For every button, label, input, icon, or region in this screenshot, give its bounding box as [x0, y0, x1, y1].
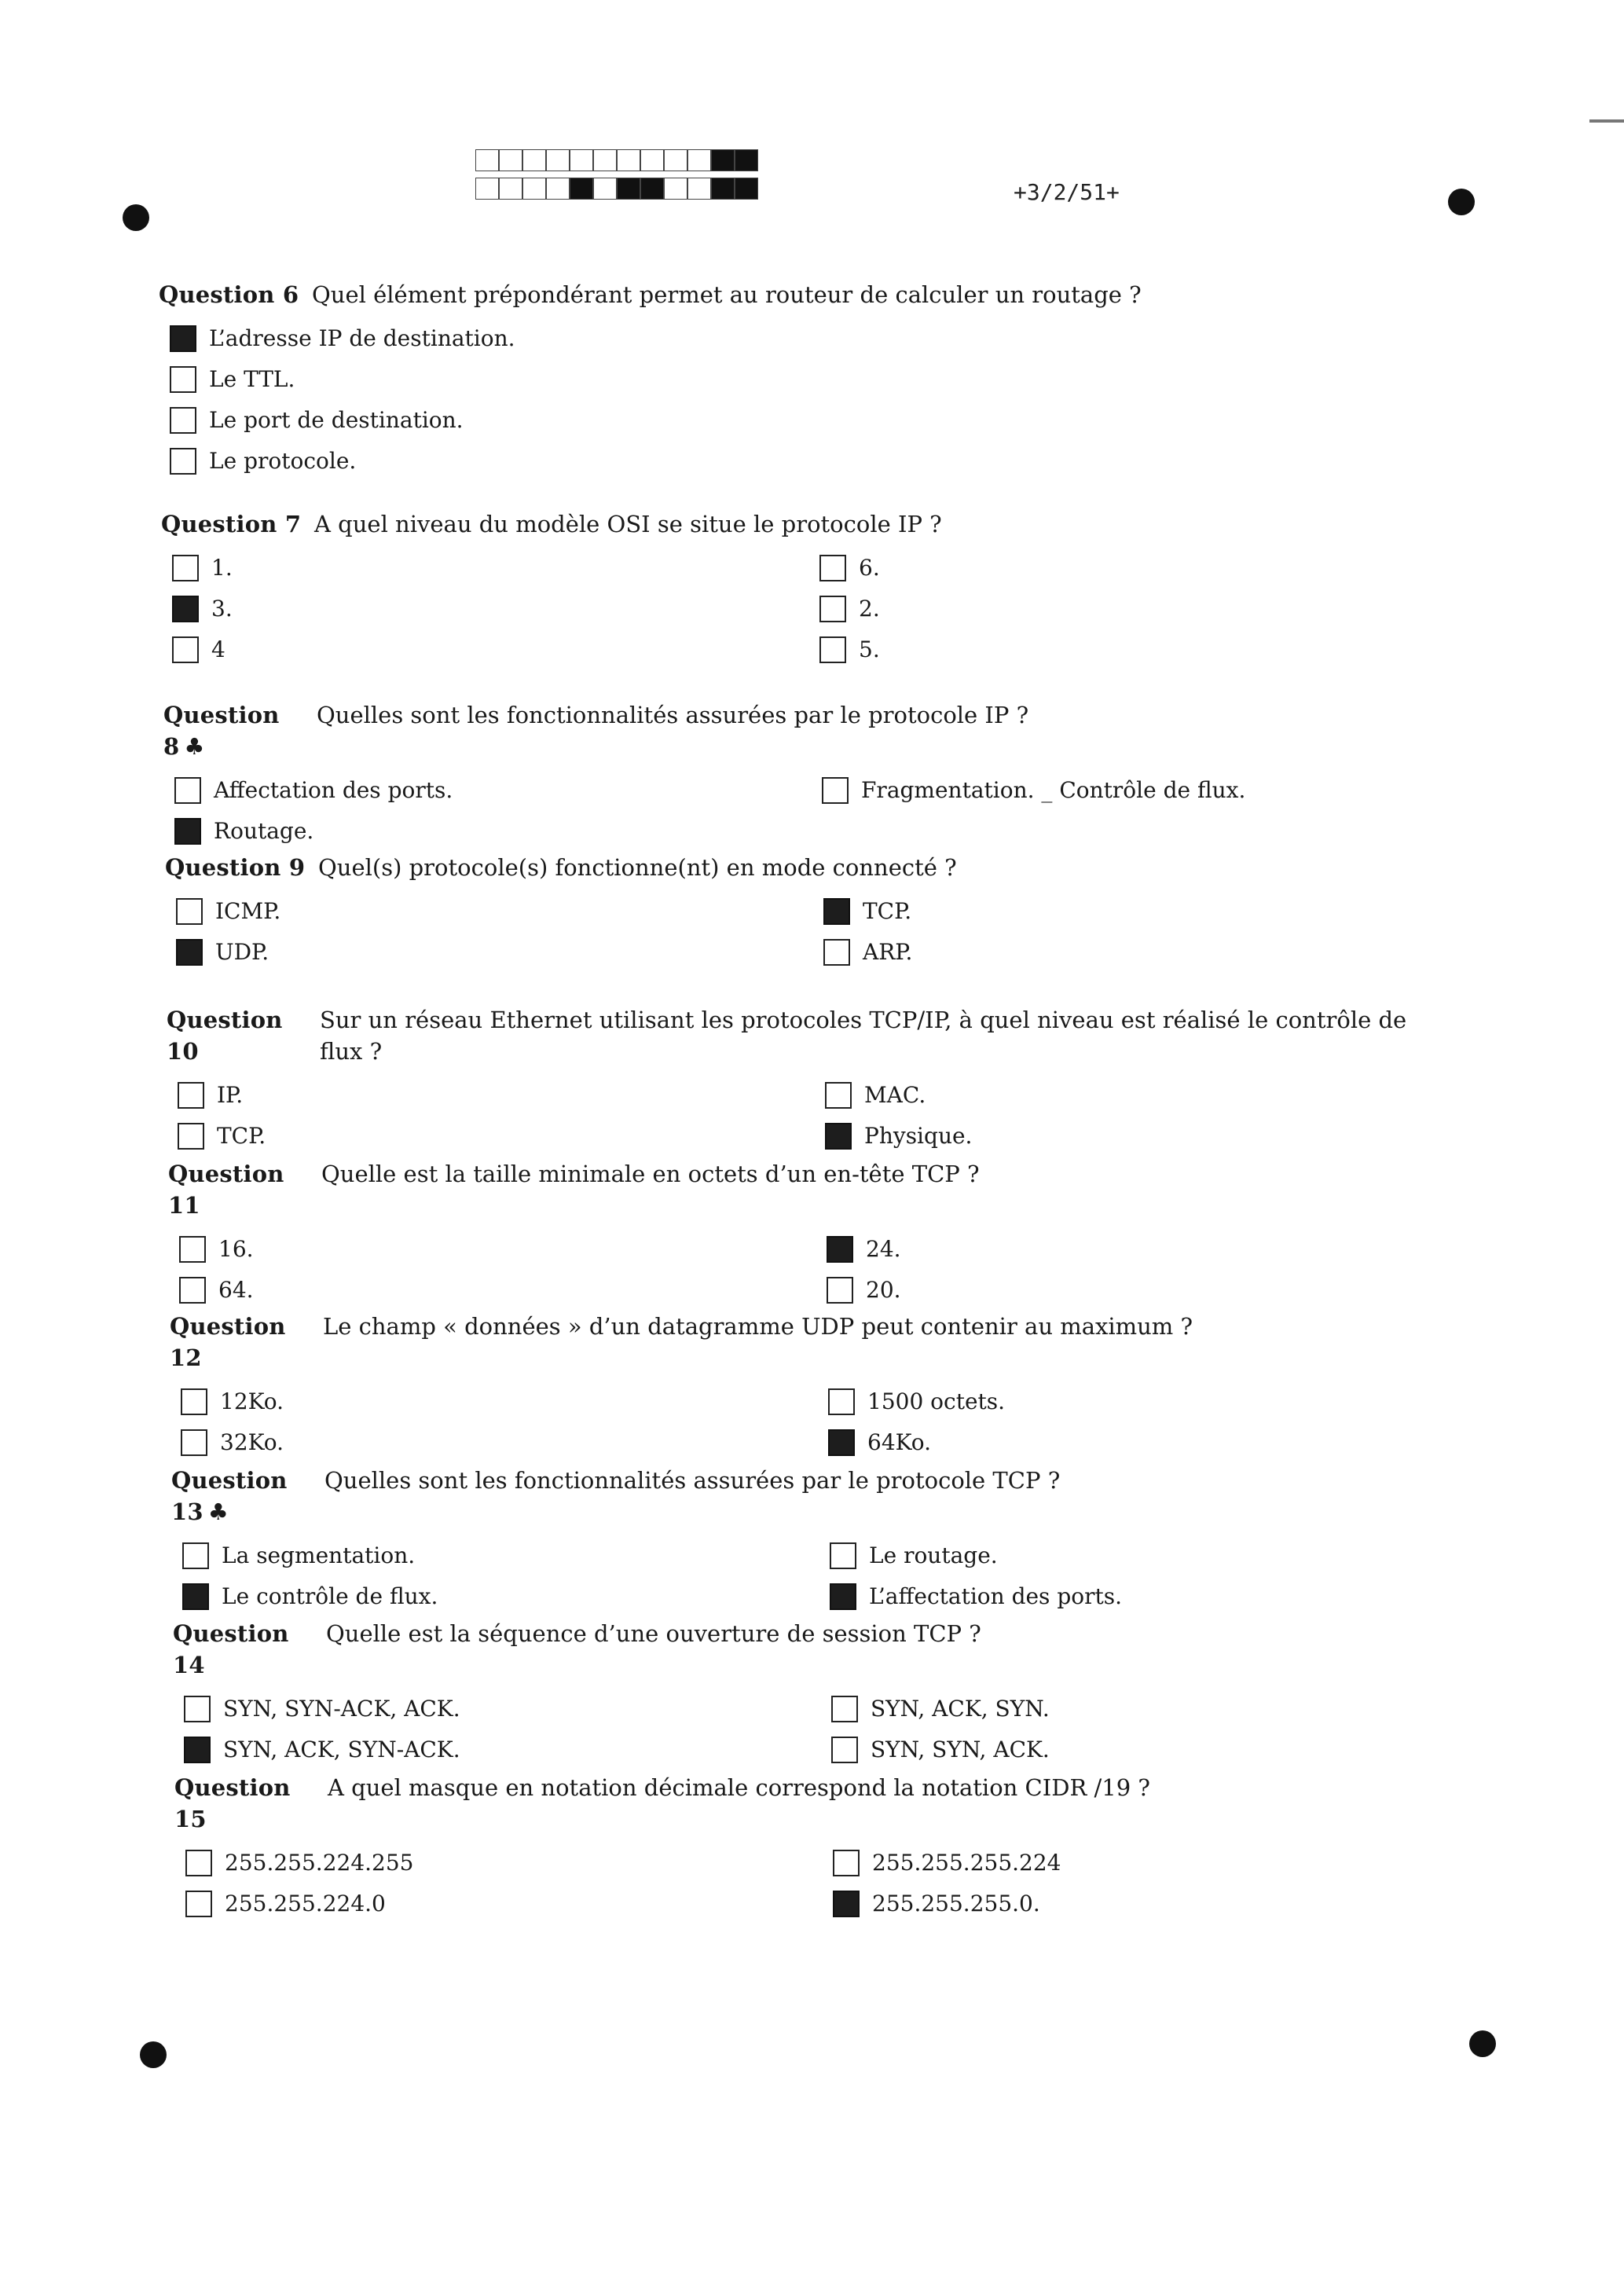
answer-text: SYN, ACK, SYN-ACK.	[223, 1737, 460, 1762]
question-block	[171, 1465, 1428, 1623]
code-cell	[522, 178, 546, 200]
answer-option[interactable]	[827, 1276, 901, 1304]
question-header	[168, 1158, 1425, 1221]
question-label	[168, 1158, 321, 1221]
code-cell	[711, 149, 735, 171]
question-text: Quelle est la séquence d’une ouverture de session TCP ?	[326, 1620, 981, 1647]
answer-option[interactable]	[172, 636, 225, 664]
checked-box[interactable]	[170, 325, 196, 352]
answer-option[interactable]	[181, 1429, 284, 1457]
answer-text: Le routage.	[869, 1542, 998, 1568]
empty-checkbox[interactable]	[828, 1388, 855, 1415]
answer-list	[161, 554, 1418, 677]
checked-box[interactable]	[182, 1583, 209, 1610]
question-block	[163, 699, 1421, 858]
question-text: Quel élément prépondérant permet au routeur de calculer un routage ?	[312, 281, 1142, 308]
answer-text: Routage.	[214, 818, 314, 844]
code-cell	[617, 178, 640, 200]
corner-mark-bottom-left	[140, 2041, 167, 2068]
answer-list	[159, 325, 1416, 488]
code-cell	[593, 149, 617, 171]
answer-option[interactable]	[833, 1849, 1061, 1877]
question-text: Quelles sont les fonctionnalités assurées par le protocole TCP ?	[324, 1467, 1061, 1494]
answer-list	[163, 776, 1421, 858]
answer-text: 6.	[859, 555, 880, 581]
checked-box[interactable]	[176, 939, 203, 966]
empty-checkbox[interactable]	[170, 448, 196, 475]
answer-option[interactable]	[833, 1890, 1040, 1918]
answer-option[interactable]	[823, 938, 912, 966]
code-cell	[522, 149, 546, 171]
answer-list	[170, 1388, 1427, 1469]
corner-mark-bottom-right	[1469, 2030, 1496, 2057]
question-text: Quelles sont les fonctionnalités assurées par le protocole IP ?	[317, 702, 1029, 728]
empty-checkbox[interactable]	[170, 407, 196, 434]
answer-option[interactable]	[170, 325, 515, 353]
question-text: Quel(s) protocole(s) fonctionne(nt) en mode connecté ?	[318, 854, 957, 881]
answer-text: TCP.	[217, 1123, 266, 1149]
question-number: Question 13	[171, 1467, 288, 1525]
checked-box[interactable]	[823, 898, 850, 925]
multiple-answer-club-icon: ♣	[184, 733, 205, 760]
answer-text: Fragmentation. _ Contrôle de flux.	[861, 777, 1246, 803]
answer-list	[167, 1081, 1424, 1163]
question-block	[173, 1618, 1430, 1777]
answer-option[interactable]	[185, 1849, 413, 1877]
code-row	[475, 149, 758, 173]
answer-text: 64Ko.	[867, 1429, 932, 1455]
answer-text: Affectation des ports.	[214, 777, 453, 803]
answer-option[interactable]	[176, 897, 280, 926]
answer-text: Physique.	[864, 1123, 973, 1149]
question-label	[163, 699, 317, 762]
question-number: Question 6	[159, 281, 299, 308]
empty-checkbox[interactable]	[184, 1696, 211, 1722]
answer-text: 24.	[866, 1236, 901, 1262]
answer-option[interactable]	[178, 1081, 243, 1109]
question-block	[159, 279, 1416, 488]
answer-option[interactable]	[174, 776, 453, 805]
empty-checkbox[interactable]	[833, 1850, 860, 1876]
answer-list	[174, 1849, 1432, 1931]
question-label	[167, 1004, 320, 1067]
answer-text: 255.255.255.224	[872, 1850, 1061, 1876]
question-number: Question 10	[167, 1007, 283, 1065]
empty-checkbox[interactable]	[827, 1277, 853, 1304]
empty-checkbox[interactable]	[181, 1429, 207, 1456]
code-cell	[475, 178, 499, 200]
code-cell	[664, 149, 687, 171]
answer-option[interactable]	[830, 1583, 1122, 1611]
question-text: A quel masque en notation décimale correspond la notation CIDR /19 ?	[328, 1774, 1150, 1801]
answer-text: Le port de destination.	[209, 407, 464, 433]
question-number: Question 12	[170, 1313, 286, 1371]
question-label	[165, 852, 318, 883]
answer-option[interactable]	[172, 595, 233, 623]
answer-list	[165, 897, 1422, 979]
answer-text: 1.	[211, 555, 233, 581]
answer-option[interactable]	[174, 817, 313, 845]
question-label	[161, 508, 314, 540]
answer-text: 16.	[218, 1236, 254, 1262]
question-header	[174, 1772, 1432, 1835]
empty-checkbox[interactable]	[185, 1891, 212, 1917]
answer-text: 64.	[218, 1277, 254, 1303]
question-text: A quel niveau du modèle OSI se situe le protocole IP ?	[314, 511, 942, 537]
empty-checkbox[interactable]	[831, 1737, 858, 1763]
answer-option[interactable]	[185, 1890, 386, 1918]
code-cell	[546, 178, 570, 200]
code-cell	[687, 178, 711, 200]
checked-box[interactable]	[174, 818, 201, 845]
question-header	[167, 1004, 1424, 1067]
answer-text: 2.	[859, 596, 880, 622]
answer-option[interactable]	[831, 1736, 1050, 1764]
checked-box[interactable]	[828, 1429, 855, 1456]
answer-text: 4	[211, 636, 225, 662]
answer-option[interactable]	[182, 1542, 415, 1570]
answer-option[interactable]	[828, 1429, 931, 1457]
code-cell	[640, 178, 664, 200]
question-header	[163, 699, 1421, 762]
empty-checkbox[interactable]	[170, 366, 196, 393]
empty-checkbox[interactable]	[830, 1542, 856, 1569]
code-cell	[570, 149, 593, 171]
empty-checkbox[interactable]	[179, 1236, 206, 1263]
corner-mark-top-left	[123, 204, 149, 231]
answer-option[interactable]	[831, 1695, 1050, 1723]
page-id: +3/2/51+	[1014, 179, 1120, 205]
answer-option[interactable]	[170, 365, 295, 394]
question-block	[161, 508, 1418, 677]
empty-checkbox[interactable]	[172, 555, 199, 581]
empty-checkbox[interactable]	[182, 1542, 209, 1569]
answer-list	[173, 1695, 1430, 1777]
code-cell	[687, 149, 711, 171]
empty-checkbox[interactable]	[178, 1123, 204, 1150]
code-cell	[711, 178, 735, 200]
answer-text: ARP.	[863, 939, 913, 965]
answer-option[interactable]	[819, 554, 880, 582]
answer-option[interactable]	[179, 1235, 254, 1264]
checked-box[interactable]	[830, 1583, 856, 1610]
code-cell	[617, 149, 640, 171]
empty-checkbox[interactable]	[181, 1388, 207, 1415]
question-text: Sur un réseau Ethernet utilisant les protocoles TCP/IP, à quel niveau est réalisé le contrôle de flux ?	[320, 1007, 1407, 1065]
question-number: Question 8	[163, 702, 280, 760]
answer-option[interactable]	[822, 776, 1245, 805]
empty-checkbox[interactable]	[823, 939, 850, 966]
answer-option[interactable]	[170, 447, 356, 475]
question-number: Question 14	[173, 1620, 289, 1678]
empty-checkbox[interactable]	[831, 1696, 858, 1722]
answer-option[interactable]	[830, 1542, 998, 1570]
question-header	[159, 279, 1416, 310]
answer-text: Le contrôle de flux.	[222, 1583, 438, 1609]
answer-option[interactable]	[825, 1122, 972, 1150]
question-label	[171, 1465, 324, 1528]
question-label	[159, 279, 312, 310]
answer-text: TCP.	[863, 898, 912, 924]
question-header	[171, 1465, 1428, 1528]
answer-text: L’adresse IP de destination.	[209, 325, 515, 351]
answer-option[interactable]	[178, 1122, 266, 1150]
code-cell	[499, 149, 522, 171]
empty-checkbox[interactable]	[185, 1850, 212, 1876]
code-cell	[546, 149, 570, 171]
question-block	[167, 1004, 1424, 1163]
answer-option[interactable]	[182, 1583, 438, 1611]
answer-text: 255.255.224.0	[225, 1891, 386, 1916]
question-label	[174, 1772, 328, 1835]
answer-text: IP.	[217, 1082, 244, 1108]
answer-option[interactable]	[184, 1695, 460, 1723]
answer-text: 32Ko.	[220, 1429, 284, 1455]
answer-text: La segmentation.	[222, 1542, 416, 1568]
question-label	[173, 1618, 326, 1681]
code-cell	[735, 178, 758, 200]
answer-option[interactable]	[819, 595, 880, 623]
answer-option[interactable]	[825, 1081, 926, 1109]
question-number: Question 11	[168, 1161, 284, 1219]
multiple-answer-club-icon: ♣	[207, 1498, 229, 1525]
answer-text: 255.255.224.255	[225, 1850, 414, 1876]
checked-box[interactable]	[184, 1737, 211, 1763]
question-label	[170, 1311, 323, 1374]
answer-text: UDP.	[215, 939, 269, 965]
question-text: Quelle est la taille minimale en octets d’un en-tête TCP ?	[321, 1161, 980, 1187]
answer-text: 255.255.255.0.	[872, 1891, 1040, 1916]
answer-text: Le protocole.	[209, 448, 357, 474]
question-block	[174, 1772, 1432, 1931]
answer-text: 1500 octets.	[867, 1388, 1006, 1414]
answer-list	[171, 1542, 1428, 1623]
empty-checkbox[interactable]	[819, 555, 846, 581]
question-text: Le champ « données » d’un datagramme UDP peut contenir au maximum ?	[323, 1313, 1193, 1340]
empty-checkbox[interactable]	[822, 777, 849, 804]
code-cell	[570, 178, 593, 200]
code-cell	[735, 149, 758, 171]
answer-option[interactable]	[819, 636, 880, 664]
checked-box[interactable]	[825, 1123, 852, 1150]
code-cell	[475, 149, 499, 171]
answer-text: 12Ko.	[220, 1388, 284, 1414]
empty-checkbox[interactable]	[178, 1082, 204, 1109]
code-row	[475, 178, 758, 201]
question-number: Question 7	[161, 511, 302, 537]
question-header	[170, 1311, 1427, 1374]
answer-text: L’affectation des ports.	[869, 1583, 1123, 1609]
page-code-boxes	[475, 149, 758, 206]
checked-box[interactable]	[172, 596, 199, 622]
answer-text: SYN, SYN, ACK.	[871, 1737, 1050, 1762]
answer-option[interactable]	[172, 554, 233, 582]
answer-text: 5.	[859, 636, 880, 662]
empty-checkbox[interactable]	[174, 777, 201, 804]
empty-checkbox[interactable]	[825, 1082, 852, 1109]
code-cell	[640, 149, 664, 171]
corner-mark-top-right	[1448, 189, 1475, 215]
checked-box[interactable]	[827, 1236, 853, 1263]
question-block	[170, 1311, 1427, 1469]
question-number: Question 9	[165, 854, 306, 881]
empty-checkbox[interactable]	[819, 636, 846, 663]
question-header	[161, 508, 1418, 540]
answer-option[interactable]	[827, 1235, 901, 1264]
answer-text: SYN, SYN-ACK, ACK.	[223, 1696, 460, 1722]
answer-option[interactable]	[179, 1276, 254, 1304]
code-cell	[499, 178, 522, 200]
answer-text: Le TTL.	[209, 366, 295, 392]
question-number: Question 15	[174, 1774, 291, 1832]
answer-text: 20.	[866, 1277, 901, 1303]
code-cell	[664, 178, 687, 200]
answer-option[interactable]	[823, 897, 911, 926]
answer-option[interactable]	[170, 406, 464, 435]
question-block	[165, 852, 1422, 979]
answer-text: ICMP.	[215, 898, 281, 924]
code-cell	[593, 178, 617, 200]
answer-list	[168, 1235, 1425, 1317]
edge-mark	[1589, 119, 1624, 123]
question-header	[173, 1618, 1430, 1681]
checked-box[interactable]	[833, 1891, 860, 1917]
answer-option[interactable]	[184, 1736, 460, 1764]
empty-checkbox[interactable]	[176, 898, 203, 925]
answer-option[interactable]	[176, 938, 269, 966]
empty-checkbox[interactable]	[179, 1277, 206, 1304]
answer-text: MAC.	[864, 1082, 926, 1108]
question-block	[168, 1158, 1425, 1317]
answer-option[interactable]	[828, 1388, 1005, 1416]
empty-checkbox[interactable]	[819, 596, 846, 622]
empty-checkbox[interactable]	[172, 636, 199, 663]
question-header	[165, 852, 1422, 883]
answer-option[interactable]	[181, 1388, 284, 1416]
answer-text: 3.	[211, 596, 233, 622]
answer-text: SYN, ACK, SYN.	[871, 1696, 1050, 1722]
